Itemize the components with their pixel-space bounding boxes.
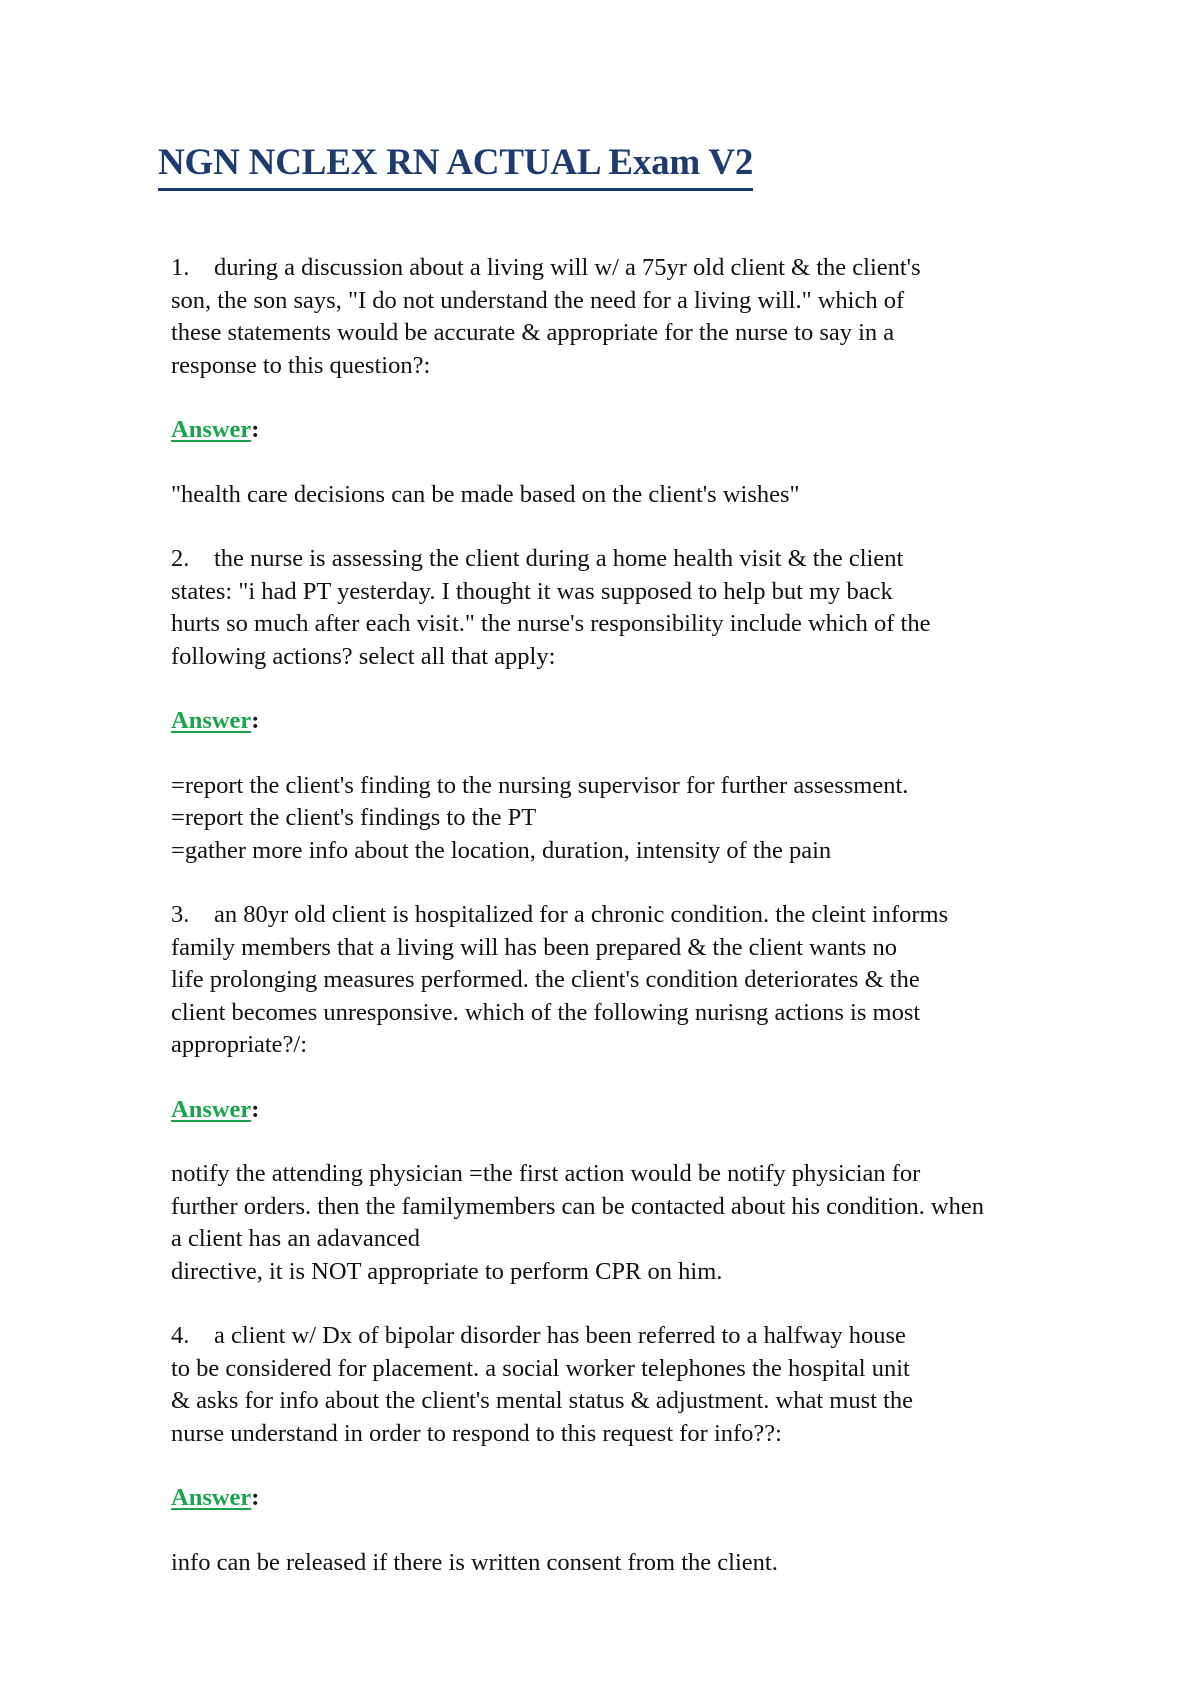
question-list: [171, 252, 1121, 1579]
question-block-4: [171, 1320, 1121, 1579]
answer-label: Answer: [171, 416, 252, 443]
page-title: NGN NCLEX RN ACTUAL Exam V2: [158, 138, 753, 191]
question-number: 1.: [171, 254, 190, 281]
question-text: during a discussion about a living will w/ a 75yr old client & the client's son, the son says, "I do not understand the need for a living will." which of these statements would be accurate & appropriate for the nurse to say in a response to this question?:: [171, 254, 921, 379]
question-block-3: [171, 899, 1121, 1288]
answer-text: "health care decisions can be made based on the client's wishes": [171, 480, 800, 508]
answer-text: =report the client's finding to the nursing supervisor for further assessment. =report the client's findings to the PT =gather more info about the location, duration, intensity of the pain: [171, 771, 909, 864]
question-text: the nurse is assessing the client during a home health visit & the client states: "i had PT yesterday. I thought it was supposed to help but my back hurts so much after each visit." the nurse's responsibility include which of the following actions? select all that apply:: [171, 545, 931, 670]
question-1: [171, 252, 1121, 382]
answer-label: Answer: [171, 1484, 252, 1511]
answer-heading: [171, 1094, 1121, 1127]
answer-label: Answer: [171, 707, 252, 734]
question-number: 3.: [171, 901, 190, 928]
question-block-1: [171, 252, 1121, 511]
answer-colon: :: [251, 1095, 260, 1123]
question-3: [171, 899, 1121, 1062]
answer-colon: :: [251, 416, 260, 443]
answer-text: info can be released if there is written consent from the client.: [171, 1548, 778, 1576]
answer-colon: :: [251, 707, 260, 734]
question-block-2: [171, 543, 1121, 867]
answer-text: notify the attending physician =the first action would be notify physician for further orders. then the familymembers can be contacted about his condition. when a client has an adavanced directive, it is NOT appropriate to perform CPR on him.: [171, 1160, 984, 1285]
question-number: 4.: [171, 1322, 190, 1349]
answer-label: Answer: [171, 1095, 252, 1123]
question-text: an 80yr old client is hospitalized for a chronic condition. the cleint informs family members that a living will has been prepared & the client wants no life prolonging measures performed. the client's condition deteriorates & the client becomes unresponsive. which of the following nurisng actions is most appropriate?/:: [171, 901, 949, 1058]
answer-heading: [171, 705, 1121, 738]
answer-heading: [171, 1482, 1121, 1515]
answer-heading: [171, 414, 1121, 447]
question-number: 2.: [171, 545, 190, 572]
question-2: [171, 543, 1121, 673]
answer-colon: :: [251, 1484, 260, 1511]
question-text: a client w/ Dx of bipolar disorder has been referred to a halfway house to be considered for placement. a social worker telephones the hospital unit & asks for info about the client's mental status & adjustment. what must the nurse understand in order to respond to this request for info??:: [171, 1322, 914, 1447]
question-4: [171, 1320, 1121, 1450]
